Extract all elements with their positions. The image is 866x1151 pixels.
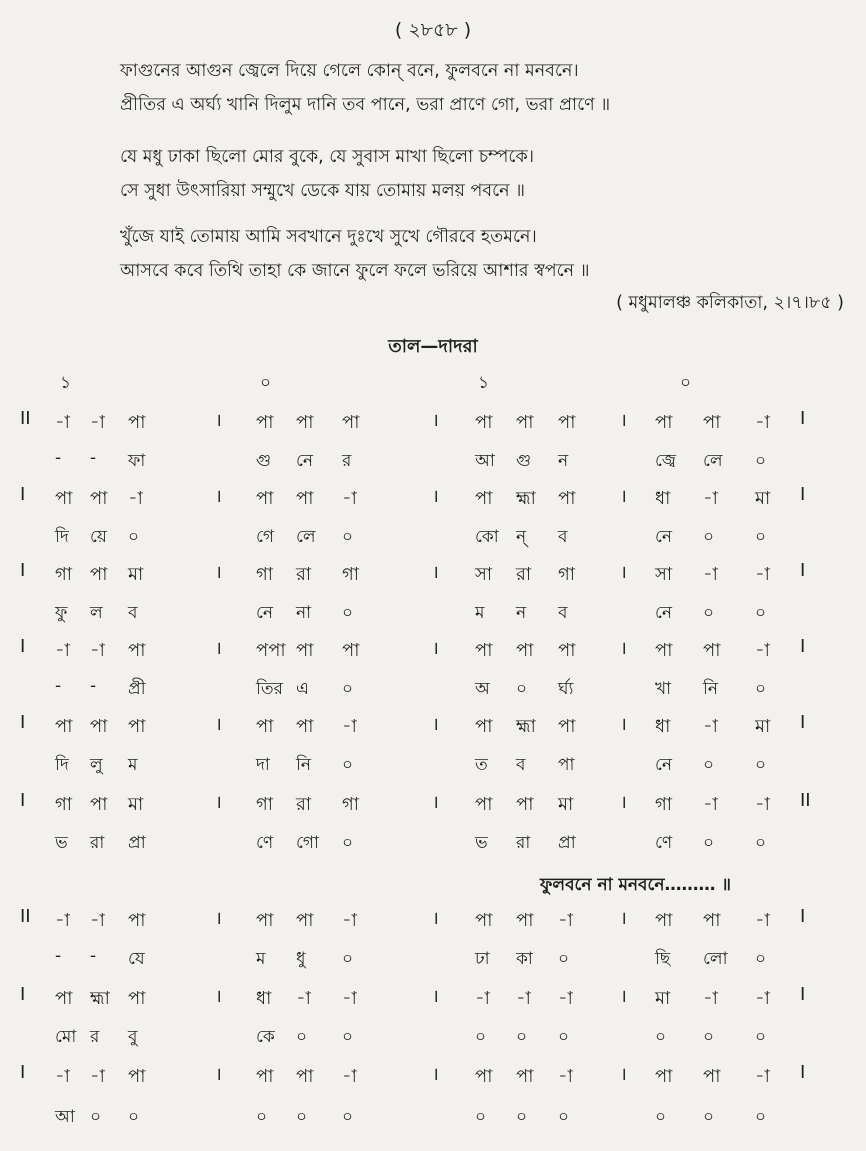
syllable: লো xyxy=(703,949,728,969)
lyric-line: সে সুধা উৎসারিয়া সম্মুখে ডেকে যায় তোমায় মলয় পবনে ॥ xyxy=(120,181,526,201)
syllable: দা xyxy=(256,755,270,775)
syllable: কো xyxy=(475,527,499,547)
swara-note: পা xyxy=(475,794,493,815)
beat-marker: ১ xyxy=(478,373,490,393)
measure-bar: । xyxy=(620,1064,627,1085)
swara-note: পা xyxy=(703,1066,721,1087)
swara-row xyxy=(0,906,866,936)
lyric-line: ফাগুনের আগুন জ্বেলে দিয়ে গেলে কোন্ বনে, ফুলবনে না মনবনে। xyxy=(120,61,579,81)
row-end-bar: I xyxy=(800,984,806,1005)
syllable: খা xyxy=(655,679,672,699)
swara-note: পা xyxy=(296,1066,314,1087)
measure-bar: । xyxy=(432,410,439,431)
syllable: বু xyxy=(128,1027,138,1047)
swara-note: -া xyxy=(128,488,143,509)
swara-note: পা xyxy=(296,640,314,661)
swara-note: পা xyxy=(128,640,146,661)
swara-note: হ্মা xyxy=(516,488,536,509)
syllable: - xyxy=(90,676,97,696)
swara-note: পা xyxy=(296,488,314,509)
syllable: ০ xyxy=(342,1027,354,1047)
syllable: ০ xyxy=(475,1027,487,1047)
swara-note: পা xyxy=(296,412,314,433)
syllable: ০ xyxy=(128,1107,140,1127)
swara-row xyxy=(0,1062,866,1092)
swara-note: -া xyxy=(755,794,770,815)
syllable: রা xyxy=(516,833,531,853)
syllable: ০ xyxy=(475,1107,487,1127)
syllable: ০ xyxy=(755,833,767,853)
syllable: তির xyxy=(256,679,283,699)
syllable: দি xyxy=(55,527,69,547)
measure-bar: । xyxy=(432,1064,439,1085)
syllable: র্ঘ্য xyxy=(558,679,574,699)
measure-bar: । xyxy=(215,986,222,1007)
swara-note: পা xyxy=(516,910,534,931)
swara-note: -া xyxy=(755,1066,770,1087)
swara-note: রা xyxy=(296,564,312,585)
syllable: প্রা xyxy=(558,833,576,853)
syllable: গু xyxy=(516,451,532,471)
syllable: ত xyxy=(475,755,488,775)
syllable: ০ xyxy=(655,1027,667,1047)
measure-bar: । xyxy=(620,486,627,507)
syllable: ০ xyxy=(516,1027,528,1047)
swara-note: পা xyxy=(475,412,493,433)
syllable: ব xyxy=(558,603,568,623)
syllable: ০ xyxy=(558,1107,570,1127)
swara-note: হ্মা xyxy=(516,716,536,737)
swara-note: -া xyxy=(755,412,770,433)
syllable: ০ xyxy=(755,949,767,969)
syllable: ০ xyxy=(342,833,354,853)
row-start-bar: II xyxy=(20,906,31,927)
swara-note: পা xyxy=(558,640,576,661)
swara-note: পা xyxy=(558,488,576,509)
row-start-bar: I xyxy=(20,484,26,505)
swara-note: পা xyxy=(516,1066,534,1087)
swara-note: মা xyxy=(128,794,144,815)
row-start-bar: I xyxy=(20,560,26,581)
measure-bar: । xyxy=(215,562,222,583)
syllable: ০ xyxy=(90,1107,102,1127)
swara-note: পা xyxy=(516,412,534,433)
swara-note: পা xyxy=(655,640,673,661)
syllable: ০ xyxy=(703,1107,715,1127)
measure-bar: । xyxy=(620,638,627,659)
measure-bar: । xyxy=(215,792,222,813)
syllable: প্রী xyxy=(128,679,146,699)
syllable: নে xyxy=(655,755,673,775)
syllable: ল xyxy=(90,603,103,623)
lyric-line: খুঁজে যাই তোমায় আমি সবখানে দুঃখে সুখে গৌরবে হতমনে। xyxy=(120,227,537,247)
swara-note: -া xyxy=(475,988,490,1009)
measure-bar: । xyxy=(215,714,222,735)
measure-bar: । xyxy=(215,908,222,929)
swara-note: -া xyxy=(755,988,770,1009)
syllable: যে xyxy=(128,949,145,969)
lyric-syllable-row xyxy=(0,676,866,706)
swara-note: -া xyxy=(55,640,70,661)
swara-note: মা xyxy=(655,988,671,1009)
row-start-bar: I xyxy=(20,712,26,733)
measure-bar: । xyxy=(432,638,439,659)
measure-bar: । xyxy=(432,714,439,735)
syllable: র xyxy=(342,451,352,471)
measure-bar: । xyxy=(215,410,222,431)
swara-note: -া xyxy=(342,1066,357,1087)
lyric-syllable-row xyxy=(0,1024,866,1054)
swara-note: পা xyxy=(90,564,108,585)
syllable: নে xyxy=(296,451,314,471)
swara-note: পা xyxy=(90,794,108,815)
syllable: লে xyxy=(703,451,723,471)
lyric-syllable-row xyxy=(0,524,866,554)
swara-note: গা xyxy=(558,564,576,585)
syllable: ০ xyxy=(342,679,354,699)
syllable: ০ xyxy=(256,1107,268,1127)
syllable: - xyxy=(90,448,97,468)
swara-note: পা xyxy=(475,488,493,509)
swara-note: পা xyxy=(655,412,673,433)
syllable: ০ xyxy=(296,1107,308,1127)
swara-row xyxy=(0,408,866,438)
swara-note: গা xyxy=(55,564,73,585)
swara-note: পা xyxy=(342,640,360,661)
swara-note: -া xyxy=(703,794,718,815)
swara-note: রা xyxy=(296,794,312,815)
swara-note: পা xyxy=(90,488,108,509)
swara-note: পা xyxy=(558,412,576,433)
swara-note: -া xyxy=(703,988,718,1009)
syllable: ০ xyxy=(703,755,715,775)
swara-note: পা xyxy=(475,910,493,931)
swara-note: পা xyxy=(256,1066,274,1087)
syllable: দি xyxy=(55,755,69,775)
swara-note: -া xyxy=(755,640,770,661)
syllable: ০ xyxy=(342,1107,354,1127)
swara-note: -া xyxy=(342,716,357,737)
syllable: আ xyxy=(475,451,495,471)
swara-note: পা xyxy=(655,1066,673,1087)
swara-note: -া xyxy=(90,1066,105,1087)
swara-note: গা xyxy=(256,794,274,815)
swara-note: -া xyxy=(296,988,311,1009)
beat-markers xyxy=(0,370,866,394)
swara-note: -া xyxy=(55,910,70,931)
swara-note: পা xyxy=(256,412,274,433)
row-end-bar: I xyxy=(800,484,806,505)
syllable: ০ xyxy=(342,603,354,623)
swara-note: রা xyxy=(516,564,532,585)
swara-note: পা xyxy=(296,910,314,931)
swara-note: পা xyxy=(256,716,274,737)
measure-bar: । xyxy=(432,908,439,929)
swara-note: পা xyxy=(55,716,73,737)
syllable: ০ xyxy=(755,679,767,699)
syllable: ধু xyxy=(296,949,306,969)
syllable: ০ xyxy=(558,949,570,969)
swara-row xyxy=(0,484,866,514)
syllable: আ xyxy=(55,1107,75,1127)
swara-note: গা xyxy=(256,564,274,585)
syllable: গো xyxy=(296,833,319,853)
swara-note: -া xyxy=(516,988,531,1009)
syllable: ব xyxy=(128,603,138,623)
swara-note: -া xyxy=(755,910,770,931)
syllable: ০ xyxy=(703,833,715,853)
swara-note: -া xyxy=(558,1066,573,1087)
lyric-line: যে মধু ঢাকা ছিলো মোর বুকে, যে সুবাস মাখা ছিলো চম্পকে। xyxy=(120,147,534,167)
swara-row xyxy=(0,790,866,820)
measure-bar: । xyxy=(215,486,222,507)
swara-note: সা xyxy=(475,564,493,585)
swara-note: মা xyxy=(755,716,771,737)
lyric-syllable-row xyxy=(0,448,866,478)
syllable: - xyxy=(55,946,62,966)
syllable: ম xyxy=(128,755,138,775)
swara-note: -া xyxy=(755,564,770,585)
syllable: ন xyxy=(516,603,527,623)
syllable: ফা xyxy=(128,451,146,471)
source-credit: ( মধুমালঞ্চ কলিকাতা, ২।৭।৮৫ ) xyxy=(616,293,844,313)
beat-marker: ০ xyxy=(260,373,272,393)
measure-bar: । xyxy=(432,986,439,1007)
swara-note: পা xyxy=(475,1066,493,1087)
syllable: র xyxy=(90,1027,100,1047)
syllable: লু xyxy=(90,755,103,775)
syllable: - xyxy=(90,946,97,966)
swara-row xyxy=(0,712,866,742)
swara-note: -া xyxy=(703,488,718,509)
measure-bar: । xyxy=(215,1064,222,1085)
swara-row xyxy=(0,560,866,590)
swara-note: পা xyxy=(55,988,73,1009)
row-start-bar: II xyxy=(20,408,31,429)
syllable: ভ xyxy=(55,833,68,853)
syllable: ব xyxy=(516,755,526,775)
swara-note: গা xyxy=(342,564,360,585)
syllable: লে xyxy=(296,527,316,547)
swara-row xyxy=(0,984,866,1014)
syllable: ০ xyxy=(755,603,767,623)
syllable: ০ xyxy=(703,1027,715,1047)
beat-marker: ০ xyxy=(680,373,692,393)
row-start-bar: I xyxy=(20,790,26,811)
swara-note: -া xyxy=(342,988,357,1009)
syllable: নি xyxy=(296,755,312,775)
swara-note: পা xyxy=(703,640,721,661)
row-end-bar: I xyxy=(800,636,806,657)
syllable: ফু xyxy=(55,603,68,623)
swara-note: পা xyxy=(703,412,721,433)
syllable: ০ xyxy=(342,755,354,775)
swara-note: পা xyxy=(342,412,360,433)
measure-bar: । xyxy=(620,714,627,735)
syllable: ০ xyxy=(296,1027,308,1047)
swara-note: গা xyxy=(655,794,673,815)
swara-note: পা xyxy=(256,910,274,931)
row-end-bar: I xyxy=(800,712,806,733)
syllable: ০ xyxy=(516,1107,528,1127)
swara-note: -া xyxy=(55,1066,70,1087)
syllable: ০ xyxy=(516,679,528,699)
swara-note: পা xyxy=(128,716,146,737)
syllable: অ xyxy=(475,679,490,699)
lyric-line: আসবে কবে তিথি তাহা কে জানে ফুলে ফলে ভরিয়ে আশার স্বপনে ॥ xyxy=(120,261,590,281)
syllable: - xyxy=(55,448,62,468)
syllable: প্রা xyxy=(128,833,146,853)
swara-note: ধা xyxy=(655,716,671,737)
swara-note: মা xyxy=(755,488,771,509)
row-end-bar: I xyxy=(800,408,806,429)
swara-note: পা xyxy=(128,910,146,931)
syllable: ব xyxy=(558,527,568,547)
taal-heading: তাল—দাদরা xyxy=(388,336,478,357)
measure-bar: । xyxy=(620,410,627,431)
syllable: ণে xyxy=(256,833,274,853)
syllable: গে xyxy=(256,527,275,547)
syllable: পা xyxy=(558,755,575,775)
row-start-bar: I xyxy=(20,636,26,657)
swara-note: -া xyxy=(342,910,357,931)
row-start-bar: I xyxy=(20,1062,26,1083)
swara-row xyxy=(0,636,866,666)
swara-note: পা xyxy=(128,988,146,1009)
refrain-text: ফুলবনে না মনবনে……… ॥ xyxy=(540,875,732,895)
swara-note: মা xyxy=(558,794,574,815)
swara-note: -া xyxy=(90,910,105,931)
row-end-bar: II xyxy=(800,790,811,811)
swara-note: পা xyxy=(296,716,314,737)
swara-note: -া xyxy=(703,564,718,585)
syllable: ০ xyxy=(342,949,354,969)
measure-bar: । xyxy=(432,792,439,813)
syllable: নি xyxy=(703,679,719,699)
syllable: ০ xyxy=(755,755,767,775)
syllable: ০ xyxy=(755,527,767,547)
row-end-bar: I xyxy=(800,906,806,927)
lyric-syllable-row xyxy=(0,830,866,860)
swara-note: -া xyxy=(55,412,70,433)
syllable: রা xyxy=(90,833,105,853)
measure-bar: । xyxy=(215,638,222,659)
swara-note: পা xyxy=(516,640,534,661)
swara-note: পা xyxy=(516,794,534,815)
swara-note: মা xyxy=(128,564,144,585)
page-number: ( ২৮৫৮ ) xyxy=(394,19,472,41)
syllable: ম xyxy=(256,949,266,969)
swara-note: -া xyxy=(342,488,357,509)
swara-note: -া xyxy=(558,988,573,1009)
syllable: ০ xyxy=(342,527,354,547)
measure-bar: । xyxy=(620,562,627,583)
syllable: - xyxy=(55,676,62,696)
syllable: এ xyxy=(296,679,309,699)
syllable: ম xyxy=(475,603,485,623)
swara-note: হ্মা xyxy=(90,988,110,1009)
swara-note: সা xyxy=(655,564,673,585)
swara-note: -া xyxy=(703,716,718,737)
measure-bar: । xyxy=(620,986,627,1007)
lyric-syllable-row xyxy=(0,600,866,630)
syllable: কা xyxy=(516,949,533,969)
syllable: ০ xyxy=(755,451,767,471)
swara-note: -া xyxy=(90,412,105,433)
syllable: না xyxy=(296,603,312,623)
syllable: ছি xyxy=(655,949,671,969)
row-start-bar: I xyxy=(20,984,26,1005)
syllable: ন্ xyxy=(516,527,527,547)
syllable: ণে xyxy=(655,833,673,853)
swara-note: পা xyxy=(655,910,673,931)
syllable: ০ xyxy=(655,1107,667,1127)
syllable: ০ xyxy=(755,1107,767,1127)
swara-note: পা xyxy=(128,412,146,433)
syllable: মো xyxy=(55,1027,77,1047)
row-end-bar: I xyxy=(800,560,806,581)
swara-note: পা xyxy=(90,716,108,737)
swara-note: গা xyxy=(55,794,73,815)
syllable: ০ xyxy=(703,527,715,547)
syllable: নে xyxy=(655,603,673,623)
syllable: ০ xyxy=(558,1027,570,1047)
swara-note: গা xyxy=(342,794,360,815)
lyric-syllable-row xyxy=(0,1104,866,1134)
lyric-syllable-row xyxy=(0,946,866,976)
lyric-line: প্রীতির এ অর্ঘ্য খানি দিলুম দানি তব পানে, ভরা প্রাণে গো, ভরা প্রাণে ॥ xyxy=(120,95,611,115)
syllable: ০ xyxy=(703,603,715,623)
swara-note: পা xyxy=(558,716,576,737)
syllable: কে xyxy=(256,1027,275,1047)
row-end-bar: I xyxy=(800,1062,806,1083)
swara-note: পা xyxy=(475,716,493,737)
measure-bar: । xyxy=(432,562,439,583)
swara-note: -া xyxy=(558,910,573,931)
swara-note: ধা xyxy=(655,488,671,509)
syllable: ঢা xyxy=(475,949,490,969)
syllable: ন xyxy=(558,451,569,471)
swara-note: পা xyxy=(703,910,721,931)
syllable: ০ xyxy=(128,527,140,547)
syllable: জ্বে xyxy=(655,451,677,471)
swara-note: পা xyxy=(55,488,73,509)
swara-note: পপা xyxy=(256,640,286,661)
syllable: গু xyxy=(256,451,272,471)
lyric-syllable-row xyxy=(0,752,866,782)
swara-note: ধা xyxy=(256,988,272,1009)
measure-bar: । xyxy=(620,908,627,929)
syllable: ভ xyxy=(475,833,488,853)
beat-marker: ১ xyxy=(60,373,72,393)
swara-note: পা xyxy=(256,488,274,509)
swara-note: -া xyxy=(90,640,105,661)
measure-bar: । xyxy=(620,792,627,813)
syllable: ০ xyxy=(755,1027,767,1047)
measure-bar: । xyxy=(432,486,439,507)
syllable: য়ে xyxy=(90,527,107,547)
swara-note: পা xyxy=(475,640,493,661)
swara-note: পা xyxy=(128,1066,146,1087)
syllable: নে xyxy=(655,527,673,547)
syllable: নে xyxy=(256,603,274,623)
